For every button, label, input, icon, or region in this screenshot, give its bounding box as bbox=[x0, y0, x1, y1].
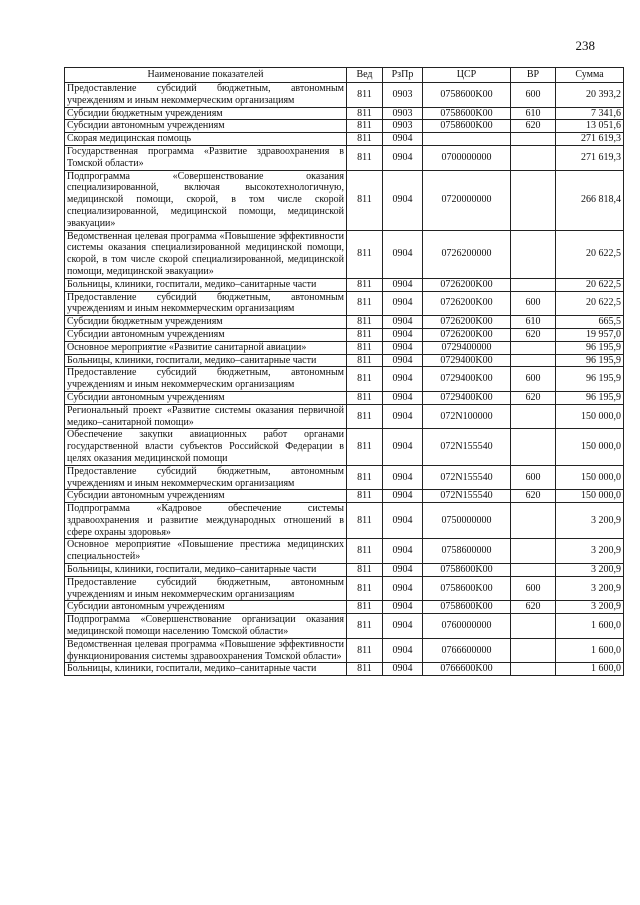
cell-sum: 150 000,0 bbox=[556, 429, 624, 465]
cell-rzpr: 0904 bbox=[383, 638, 423, 663]
cell-csr: 0726200K00 bbox=[423, 328, 511, 341]
cell-rzpr: 0904 bbox=[383, 354, 423, 367]
cell-ved: 811 bbox=[347, 564, 383, 577]
cell-name: Предоставление субсидий бюджетным, автономным учреждениям и иным некоммерческим организациям bbox=[65, 291, 347, 316]
cell-rzpr: 0903 bbox=[383, 120, 423, 133]
cell-vr bbox=[511, 354, 556, 367]
cell-csr: 0726200K00 bbox=[423, 291, 511, 316]
cell-sum: 96 195,9 bbox=[556, 367, 624, 392]
cell-sum: 20 622,5 bbox=[556, 230, 624, 278]
cell-csr: 0758600K00 bbox=[423, 601, 511, 614]
header-name: Наименование показателей bbox=[65, 68, 347, 83]
cell-sum: 1 600,0 bbox=[556, 614, 624, 639]
header-rzpr: РзПр bbox=[383, 68, 423, 83]
cell-rzpr: 0904 bbox=[383, 367, 423, 392]
cell-vr bbox=[511, 341, 556, 354]
cell-sum: 3 200,9 bbox=[556, 576, 624, 601]
cell-sum: 3 200,9 bbox=[556, 503, 624, 539]
cell-sum: 3 200,9 bbox=[556, 539, 624, 564]
cell-csr: 0758600K00 bbox=[423, 107, 511, 120]
table-row bbox=[65, 367, 624, 392]
cell-vr: 600 bbox=[511, 367, 556, 392]
cell-name: Предоставление субсидий бюджетным, автономным учреждениям и иным некоммерческим организациям bbox=[65, 576, 347, 601]
table-row bbox=[65, 490, 624, 503]
cell-name: Ведомственная целевая программа «Повышение эффективности функционирования системы здравоохранения Томской области» bbox=[65, 638, 347, 663]
cell-vr bbox=[511, 638, 556, 663]
cell-sum: 20 393,2 bbox=[556, 83, 624, 108]
cell-rzpr: 0904 bbox=[383, 230, 423, 278]
cell-vr: 600 bbox=[511, 576, 556, 601]
cell-ved: 811 bbox=[347, 465, 383, 490]
cell-name: Больницы, клиники, госпитали, медико–санитарные части bbox=[65, 564, 347, 577]
cell-csr: 0766600000 bbox=[423, 638, 511, 663]
cell-sum: 96 195,9 bbox=[556, 354, 624, 367]
table-row bbox=[65, 564, 624, 577]
cell-rzpr: 0904 bbox=[383, 170, 423, 230]
table-row bbox=[65, 133, 624, 146]
cell-name: Подпрограмма «Совершенствование оказания специализированной, включая высокотехнологичную, медицинской помощи, скорой, в том числе скорой специализированной, медицинской помощи, медицинской эвакуации» bbox=[65, 170, 347, 230]
cell-rzpr: 0904 bbox=[383, 341, 423, 354]
header-ved: Вед bbox=[347, 68, 383, 83]
cell-csr: 0726200K00 bbox=[423, 278, 511, 291]
cell-ved: 811 bbox=[347, 367, 383, 392]
cell-vr: 620 bbox=[511, 490, 556, 503]
cell-vr bbox=[511, 278, 556, 291]
cell-sum: 3 200,9 bbox=[556, 601, 624, 614]
table-row bbox=[65, 354, 624, 367]
cell-rzpr: 0904 bbox=[383, 278, 423, 291]
cell-name: Подпрограмма «Кадровое обеспечение системы здравоохранения и развитие международных отношений в сфере охраны здоровья» bbox=[65, 503, 347, 539]
cell-name: Основное мероприятие «Развитие санитарной авиации» bbox=[65, 341, 347, 354]
cell-ved: 811 bbox=[347, 391, 383, 404]
cell-vr bbox=[511, 145, 556, 170]
cell-name: Предоставление субсидий бюджетным, автономным учреждениям и иным некоммерческим организациям bbox=[65, 465, 347, 490]
cell-vr: 620 bbox=[511, 120, 556, 133]
table-row bbox=[65, 391, 624, 404]
table-row bbox=[65, 170, 624, 230]
cell-name: Предоставление субсидий бюджетным, автономным учреждениям и иным некоммерческим организациям bbox=[65, 367, 347, 392]
table-row bbox=[65, 429, 624, 465]
cell-vr bbox=[511, 429, 556, 465]
cell-name: Региональный проект «Развитие системы оказания первичной медико–санитарной помощи» bbox=[65, 404, 347, 429]
cell-ved: 811 bbox=[347, 120, 383, 133]
cell-ved: 811 bbox=[347, 601, 383, 614]
cell-ved: 811 bbox=[347, 539, 383, 564]
table-row bbox=[65, 614, 624, 639]
table-row bbox=[65, 465, 624, 490]
cell-vr bbox=[511, 503, 556, 539]
cell-ved: 811 bbox=[347, 576, 383, 601]
table-row bbox=[65, 328, 624, 341]
cell-name: Субсидии автономным учреждениям bbox=[65, 391, 347, 404]
cell-rzpr: 0904 bbox=[383, 564, 423, 577]
table-row bbox=[65, 341, 624, 354]
cell-ved: 811 bbox=[347, 490, 383, 503]
cell-csr: 072N100000 bbox=[423, 404, 511, 429]
cell-sum: 3 200,9 bbox=[556, 564, 624, 577]
table-row bbox=[65, 145, 624, 170]
table-row bbox=[65, 316, 624, 329]
cell-csr: 0758600K00 bbox=[423, 120, 511, 133]
cell-csr: 072N155540 bbox=[423, 465, 511, 490]
cell-vr bbox=[511, 230, 556, 278]
cell-name: Больницы, клиники, госпитали, медико–санитарные части bbox=[65, 278, 347, 291]
cell-ved: 811 bbox=[347, 291, 383, 316]
cell-name: Подпрограмма «Совершенствование организации оказания медицинской помощи населению Томской области» bbox=[65, 614, 347, 639]
cell-csr: 0729400K00 bbox=[423, 391, 511, 404]
cell-csr: 0726200K00 bbox=[423, 316, 511, 329]
header-vr: ВР bbox=[511, 68, 556, 83]
table-row bbox=[65, 663, 624, 676]
cell-ved: 811 bbox=[347, 663, 383, 676]
cell-vr bbox=[511, 614, 556, 639]
cell-csr: 0760000000 bbox=[423, 614, 511, 639]
cell-sum: 20 622,5 bbox=[556, 291, 624, 316]
cell-vr: 600 bbox=[511, 83, 556, 108]
cell-vr: 620 bbox=[511, 391, 556, 404]
cell-csr: 0700000000 bbox=[423, 145, 511, 170]
cell-vr: 620 bbox=[511, 328, 556, 341]
cell-name: Обеспечение закупки авиационных работ органами государственной власти субъектов Российской Федерации в целях оказания медицинской помощи bbox=[65, 429, 347, 465]
cell-sum: 96 195,9 bbox=[556, 341, 624, 354]
cell-name: Субсидии автономным учреждениям bbox=[65, 120, 347, 133]
table-row bbox=[65, 107, 624, 120]
cell-ved: 811 bbox=[347, 170, 383, 230]
cell-rzpr: 0904 bbox=[383, 391, 423, 404]
cell-ved: 811 bbox=[347, 230, 383, 278]
cell-rzpr: 0904 bbox=[383, 663, 423, 676]
cell-rzpr: 0904 bbox=[383, 404, 423, 429]
cell-name: Субсидии бюджетным учреждениям bbox=[65, 107, 347, 120]
cell-sum: 1 600,0 bbox=[556, 663, 624, 676]
cell-vr bbox=[511, 663, 556, 676]
cell-csr: 0758600K00 bbox=[423, 576, 511, 601]
cell-name: Государственная программа «Развитие здравоохранения в Томской области» bbox=[65, 145, 347, 170]
cell-vr bbox=[511, 564, 556, 577]
cell-rzpr: 0904 bbox=[383, 614, 423, 639]
cell-sum: 150 000,0 bbox=[556, 490, 624, 503]
cell-name: Субсидии автономным учреждениям bbox=[65, 490, 347, 503]
cell-sum: 96 195,9 bbox=[556, 391, 624, 404]
cell-csr: 0758600K00 bbox=[423, 564, 511, 577]
header-sum: Сумма bbox=[556, 68, 624, 83]
cell-rzpr: 0904 bbox=[383, 539, 423, 564]
cell-rzpr: 0904 bbox=[383, 328, 423, 341]
cell-csr: 0750000000 bbox=[423, 503, 511, 539]
cell-rzpr: 0903 bbox=[383, 107, 423, 120]
cell-vr: 610 bbox=[511, 316, 556, 329]
cell-ved: 811 bbox=[347, 614, 383, 639]
cell-csr: 0758600000 bbox=[423, 539, 511, 564]
cell-ved: 811 bbox=[347, 429, 383, 465]
cell-sum: 665,5 bbox=[556, 316, 624, 329]
cell-vr: 600 bbox=[511, 465, 556, 490]
cell-ved: 811 bbox=[347, 341, 383, 354]
table-row bbox=[65, 638, 624, 663]
cell-name: Субсидии автономным учреждениям bbox=[65, 601, 347, 614]
cell-ved: 811 bbox=[347, 133, 383, 146]
table-header-row bbox=[65, 68, 624, 83]
cell-rzpr: 0903 bbox=[383, 83, 423, 108]
cell-sum: 271 619,3 bbox=[556, 145, 624, 170]
cell-ved: 811 bbox=[347, 328, 383, 341]
cell-name: Основное мероприятие «Повышение престижа медицинских специальностей» bbox=[65, 539, 347, 564]
cell-csr: 072N155540 bbox=[423, 429, 511, 465]
cell-ved: 811 bbox=[347, 278, 383, 291]
table-body bbox=[65, 83, 624, 676]
cell-csr: 072N155540 bbox=[423, 490, 511, 503]
cell-name: Больницы, клиники, госпитали, медико–санитарные части bbox=[65, 354, 347, 367]
cell-sum: 13 051,6 bbox=[556, 120, 624, 133]
cell-vr bbox=[511, 539, 556, 564]
cell-csr: 0729400K00 bbox=[423, 354, 511, 367]
cell-name: Больницы, клиники, госпитали, медико–санитарные части bbox=[65, 663, 347, 676]
cell-sum: 271 619,3 bbox=[556, 133, 624, 146]
cell-name: Предоставление субсидий бюджетным, автономным учреждениям и иным некоммерческим организациям bbox=[65, 83, 347, 108]
cell-rzpr: 0904 bbox=[383, 465, 423, 490]
cell-rzpr: 0904 bbox=[383, 316, 423, 329]
cell-ved: 811 bbox=[347, 354, 383, 367]
cell-rzpr: 0904 bbox=[383, 503, 423, 539]
cell-vr: 620 bbox=[511, 601, 556, 614]
cell-sum: 150 000,0 bbox=[556, 465, 624, 490]
cell-rzpr: 0904 bbox=[383, 490, 423, 503]
cell-sum: 20 622,5 bbox=[556, 278, 624, 291]
table-row bbox=[65, 83, 624, 108]
cell-vr bbox=[511, 133, 556, 146]
cell-vr bbox=[511, 170, 556, 230]
table-row bbox=[65, 404, 624, 429]
cell-rzpr: 0904 bbox=[383, 133, 423, 146]
cell-ved: 811 bbox=[347, 638, 383, 663]
cell-ved: 811 bbox=[347, 83, 383, 108]
cell-sum: 7 341,6 bbox=[556, 107, 624, 120]
cell-vr: 610 bbox=[511, 107, 556, 120]
cell-csr: 0729400K00 bbox=[423, 367, 511, 392]
cell-csr: 0758600K00 bbox=[423, 83, 511, 108]
cell-ved: 811 bbox=[347, 404, 383, 429]
cell-rzpr: 0904 bbox=[383, 601, 423, 614]
cell-sum: 19 957,0 bbox=[556, 328, 624, 341]
cell-rzpr: 0904 bbox=[383, 145, 423, 170]
cell-ved: 811 bbox=[347, 145, 383, 170]
cell-csr bbox=[423, 133, 511, 146]
budget-table bbox=[64, 67, 624, 676]
cell-rzpr: 0904 bbox=[383, 291, 423, 316]
cell-csr: 0766600K00 bbox=[423, 663, 511, 676]
cell-name: Ведомственная целевая программа «Повышение эффективности системы оказания специализированной медицинской помощи, скорой, в том числе скорой специализированной, медицинской помощи, медицинской эвакуации» bbox=[65, 230, 347, 278]
cell-rzpr: 0904 bbox=[383, 576, 423, 601]
cell-vr bbox=[511, 404, 556, 429]
cell-rzpr: 0904 bbox=[383, 429, 423, 465]
table-row bbox=[65, 230, 624, 278]
header-csr: ЦСР bbox=[423, 68, 511, 83]
cell-csr: 0720000000 bbox=[423, 170, 511, 230]
table-row bbox=[65, 576, 624, 601]
table-row bbox=[65, 539, 624, 564]
table-row bbox=[65, 291, 624, 316]
cell-vr: 600 bbox=[511, 291, 556, 316]
cell-ved: 811 bbox=[347, 107, 383, 120]
table-row bbox=[65, 120, 624, 133]
cell-name: Субсидии бюджетным учреждениям bbox=[65, 316, 347, 329]
cell-name: Субсидии автономным учреждениям bbox=[65, 328, 347, 341]
cell-csr: 0729400000 bbox=[423, 341, 511, 354]
cell-ved: 811 bbox=[347, 316, 383, 329]
cell-sum: 266 818,4 bbox=[556, 170, 624, 230]
cell-sum: 150 000,0 bbox=[556, 404, 624, 429]
cell-csr: 0726200000 bbox=[423, 230, 511, 278]
cell-sum: 1 600,0 bbox=[556, 638, 624, 663]
table-row bbox=[65, 503, 624, 539]
table-row bbox=[65, 278, 624, 291]
page-number: 238 bbox=[575, 38, 595, 53]
cell-ved: 811 bbox=[347, 503, 383, 539]
cell-name: Скорая медицинская помощь bbox=[65, 133, 347, 146]
table-row bbox=[65, 601, 624, 614]
